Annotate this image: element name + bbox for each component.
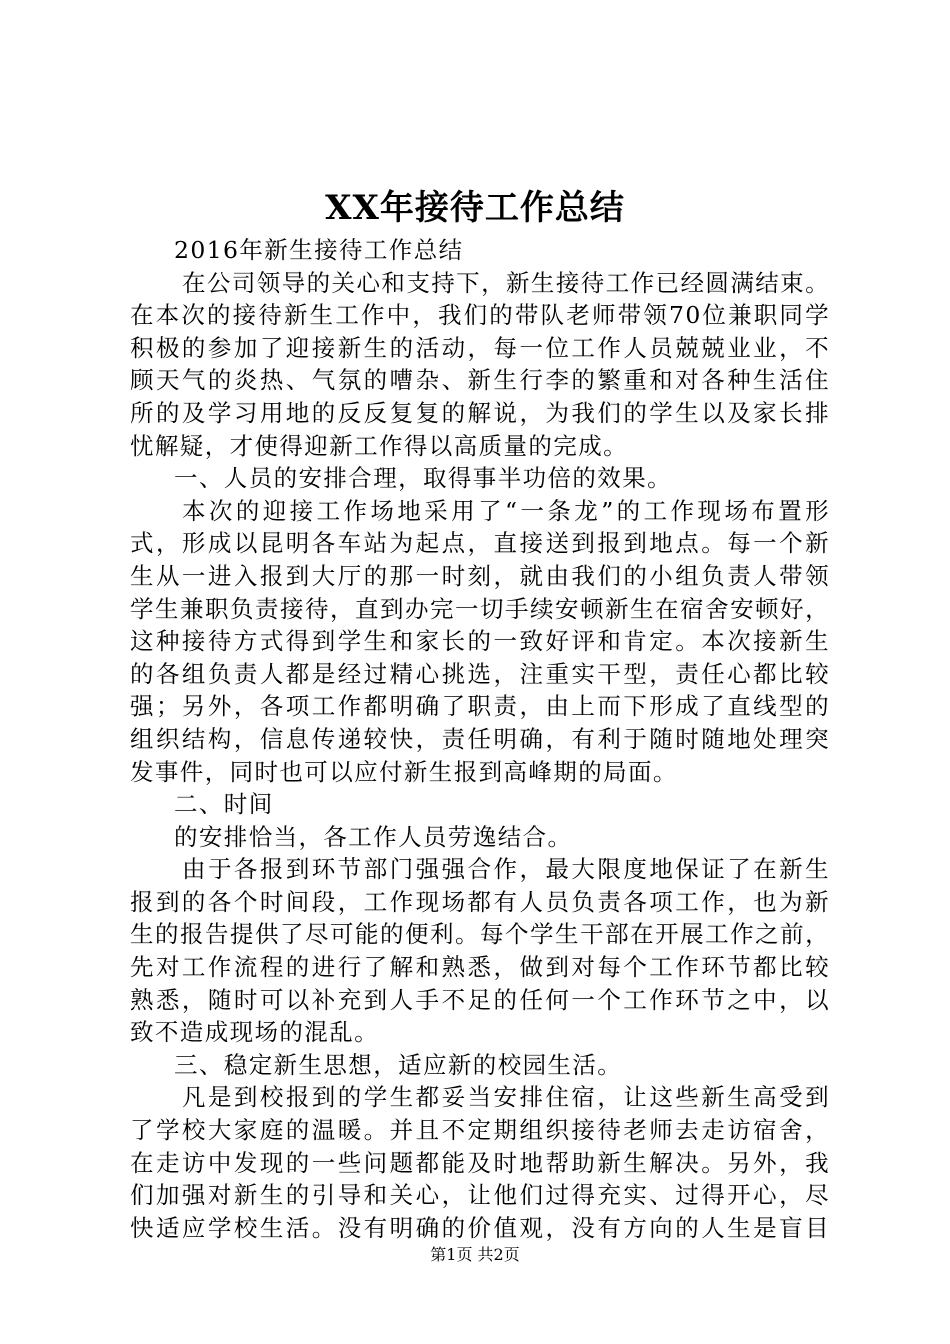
body-text-line: 由于各报到环节部门强强合作，最大限度地保证了在新生: [182, 855, 830, 884]
body-text-line: 熟悉，随时可以补充到人手不足的任何一个工作环节之中，以: [130, 985, 830, 1014]
body-text-line: 的各组负责人都是经过精心挑选，注重实干型，责任心都比较: [130, 659, 830, 688]
body-text-line: 的安排恰当，各工作人员劳逸结合。: [174, 822, 573, 851]
body-text-line: 快适应学校生活。没有明确的价值观，没有方向的人生是盲目: [130, 1213, 830, 1242]
body-text-line: 强；另外，各项工作都明确了职责，由上而下形成了直线型的: [130, 692, 830, 721]
body-text-line: 发事件，同时也可以应付新生报到高峰期的局面。: [130, 757, 678, 786]
body-text-line: 了学校大家庭的温暖。并且不定期组织接待老师去走访宿舍，: [130, 1116, 830, 1145]
body-text-line: 在公司领导的关心和支持下，新生接待工作已经圆满结束。: [182, 268, 830, 297]
body-text-line: 顾天气的炎热、气氛的嘈杂、新生行李的繁重和对各种生活住: [130, 366, 830, 395]
body-text-line: 这种接待方式得到学生和家长的一致好评和肯定。本次接新生: [130, 627, 830, 656]
page-footer: 第1页 共2页: [430, 1245, 520, 1264]
body-text-line: 在本次的接待新生工作中，我们的带队老师带领70位兼职同学: [130, 301, 830, 330]
document-body: [130, 234, 830, 1244]
body-text-line: 忧解疑，才使得迎新工作得以高质量的完成。: [130, 431, 628, 460]
body-text-line: 2016年新生接待工作总结: [174, 236, 464, 264]
body-text-line: 积极的参加了迎接新生的活动，每一位工作人员兢兢业业，不: [130, 333, 830, 362]
body-text-line: 学生兼职负责接待，直到办完一切手续安顿新生在宿舍安顿好，: [130, 594, 830, 623]
body-text-line: 式，形成以昆明各车站为起点，直接送到报到地点。每一个新: [130, 529, 830, 558]
body-text-line: 一、人员的安排合理，取得事半功倍的效果。: [174, 464, 672, 493]
body-text-line: 三、稳定新生思想，适应新的校园生活。: [174, 1050, 623, 1079]
body-text-line: 本次的迎接工作场地采用了“一条龙”的工作现场布置形: [182, 496, 830, 525]
body-text-line: 致不造成现场的混乱。: [130, 1018, 379, 1047]
body-text-line: 生的报告提供了尽可能的便利。每个学生干部在开展工作之前，: [130, 920, 830, 949]
body-text-line: 在走访中发现的一些问题都能及时地帮助新生解决。另外，我: [130, 1148, 830, 1177]
body-text-line: 生从一进入报到大厅的那一时刻，就由我们的小组负责人带领: [130, 561, 830, 590]
body-text-line: 报到的各个时间段，工作现场都有人员负责各项工作，也为新: [130, 887, 830, 916]
body-text-line: 二、时间: [174, 790, 274, 819]
body-text-line: 先对工作流程的进行了解和熟悉，做到对每个工作环节都比较: [130, 953, 830, 982]
document-title: XX年接待工作总结: [325, 188, 625, 228]
body-text-line: 组织结构，信息传递较快，责任明确，有利于随时随地处理突: [130, 724, 830, 753]
body-text-line: 凡是到校报到的学生都妥当安排住宿，让这些新生高受到: [182, 1083, 830, 1112]
body-text-line: 们加强对新生的引导和关心，让他们过得充实、过得开心，尽: [130, 1181, 830, 1210]
body-text-line: 所的及学习用地的反反复复的解说，为我们的学生以及家长排: [130, 398, 830, 427]
